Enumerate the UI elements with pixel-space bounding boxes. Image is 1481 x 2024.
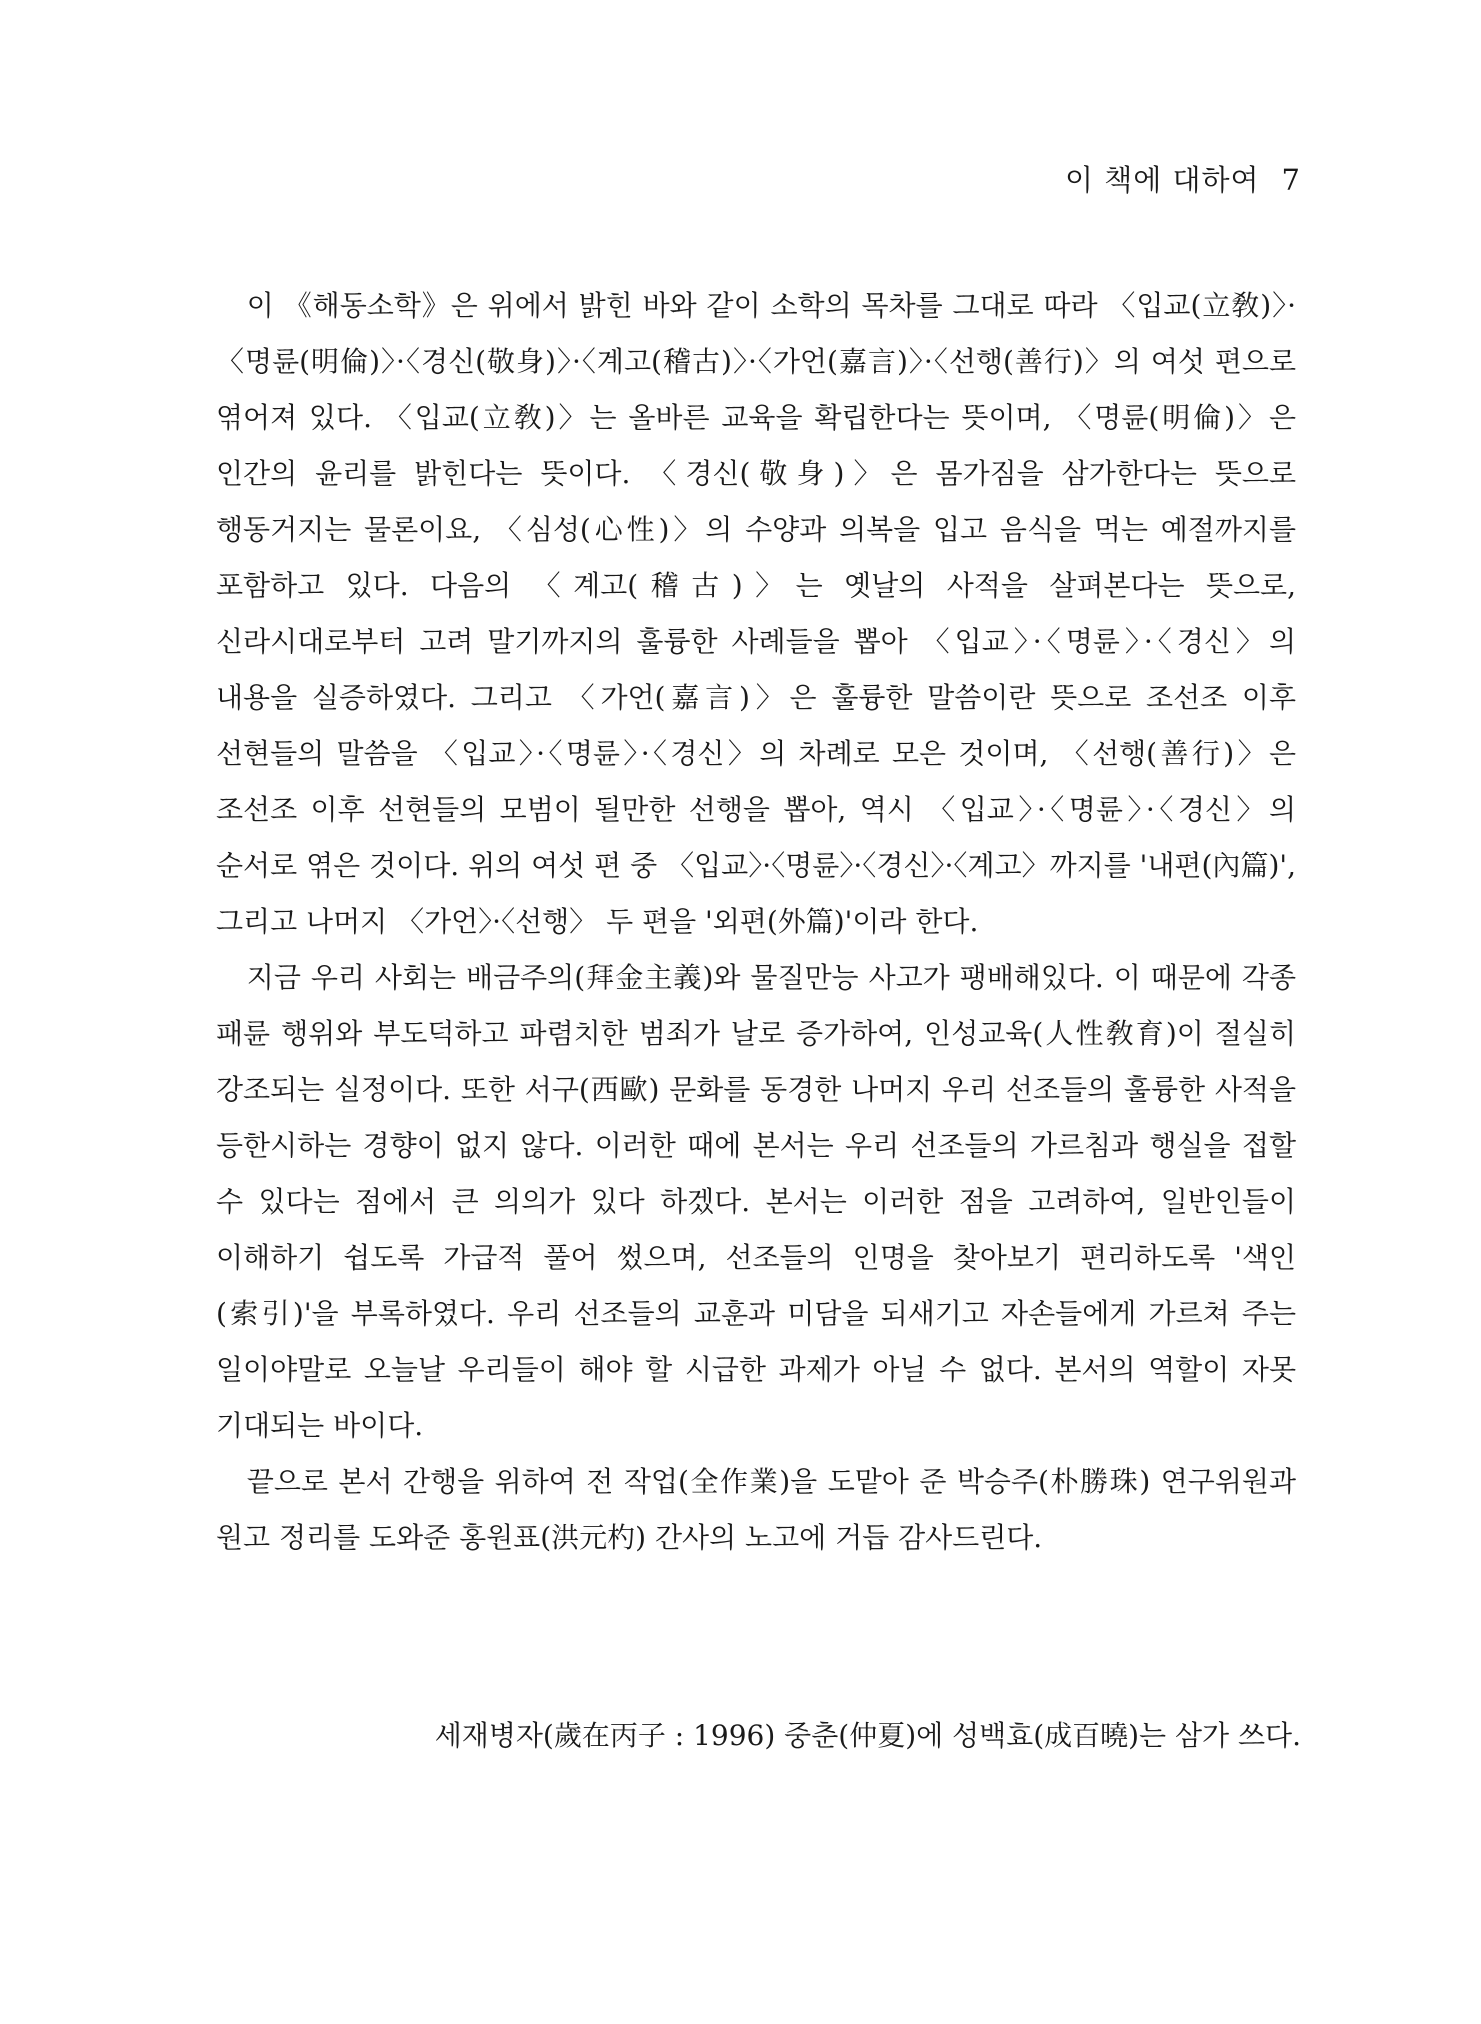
running-header — [1065, 158, 1301, 199]
paragraph-1: 이 《해동소학》은 위에서 밝힌 바와 같이 소학의 목차를 그대로 따라 〈입교(立敎)〉·〈명륜(明倫)〉·〈경신(敬身)〉·〈계고(稽古)〉·〈가언(嘉言)〉·〈선행(善行)〉의 여섯 편으로 엮어져 있다. 〈입교(立敎)〉는 올바른 교육을 확립한다는 뜻이며, 〈명륜(明倫)〉은 인간의 윤리를 밝힌다는 뜻이다. 〈경신(敬身)〉은 몸가짐을 삼가한다는 뜻으로 행동거지는 물론이요, 〈심성(心性)〉의 수양과 의복을 입고 음식을 먹는 예절까지를 포함하고 있다. 다음의 〈계고(稽古)〉는 옛날의 사적을 살펴본다는 뜻으로, 신라시대로부터 고려 말기까지의 훌륭한 사례들을 뽑아 〈입교〉·〈명륜〉·〈경신〉의 내용을 실증하였다. 그리고 〈가언(嘉言)〉은 훌륭한 말씀이란 뜻으로 조선조 이후 선현들의 말씀을 〈입교〉·〈명륜〉·〈경신〉의 차례로 모은 것이며, 〈선행(善行)〉은 조선조 이후 선현들의 모범이 될만한 선행을 뽑아, 역시 〈입교〉·〈명륜〉·〈경신〉의 순서로 엮은 것이다. 위의 여섯 편 중 〈입교〉·〈명륜〉·〈경신〉·〈계고〉까지를 '내편(內篇)', 그리고 나머지 〈가언〉·〈선행〉 두 편을 '외편(外篇)'이라 한다. — [216, 289, 1296, 938]
body-text — [216, 278, 1296, 1566]
page-number: 7 — [1281, 163, 1301, 197]
paragraph-3: 끝으로 본서 간행을 위하여 전 작업(全作業)을 도맡아 준 박승주(朴勝珠) 연구위원과 원고 정리를 도와준 홍원표(洪元杓) 간사의 노고에 거듭 감사드린다. — [216, 1465, 1296, 1554]
chapter-title: 이 책에 대하여 — [1065, 163, 1260, 197]
paragraph-2: 지금 우리 사회는 배금주의(拜金主義)와 물질만능 사고가 팽배해있다. 이 때문에 각종 패륜 행위와 부도덕하고 파렴치한 범죄가 날로 증가하여, 인성교육(人性敎育)이 절실히 강조되는 실정이다. 또한 서구(西歐) 문화를 동경한 나머지 우리 선조들의 훌륭한 사적을 등한시하는 경향이 없지 않다. 이러한 때에 본서는 우리 선조들의 가르침과 행실을 접할 수 있다는 점에서 큰 의의가 있다 하겠다. 본서는 이러한 점을 고려하여, 일반인들이 이해하기 쉽도록 가급적 풀어 썼으며, 선조들의 인명을 찾아보기 편리하도록 '색인(索引)'을 부록하였다. 우리 선조들의 교훈과 미담을 되새기고 자손들에게 가르쳐 주는 일이야말로 오늘날 우리들이 해야 할 시급한 과제가 아닐 수 없다. 본서의 역할이 자못 기대되는 바이다. — [216, 961, 1296, 1442]
signature-line: 세재병자(歲在丙子 : 1996) 중춘(仲夏)에 성백효(成百曉)는 삼가 쓰다. — [434, 1719, 1301, 1752]
